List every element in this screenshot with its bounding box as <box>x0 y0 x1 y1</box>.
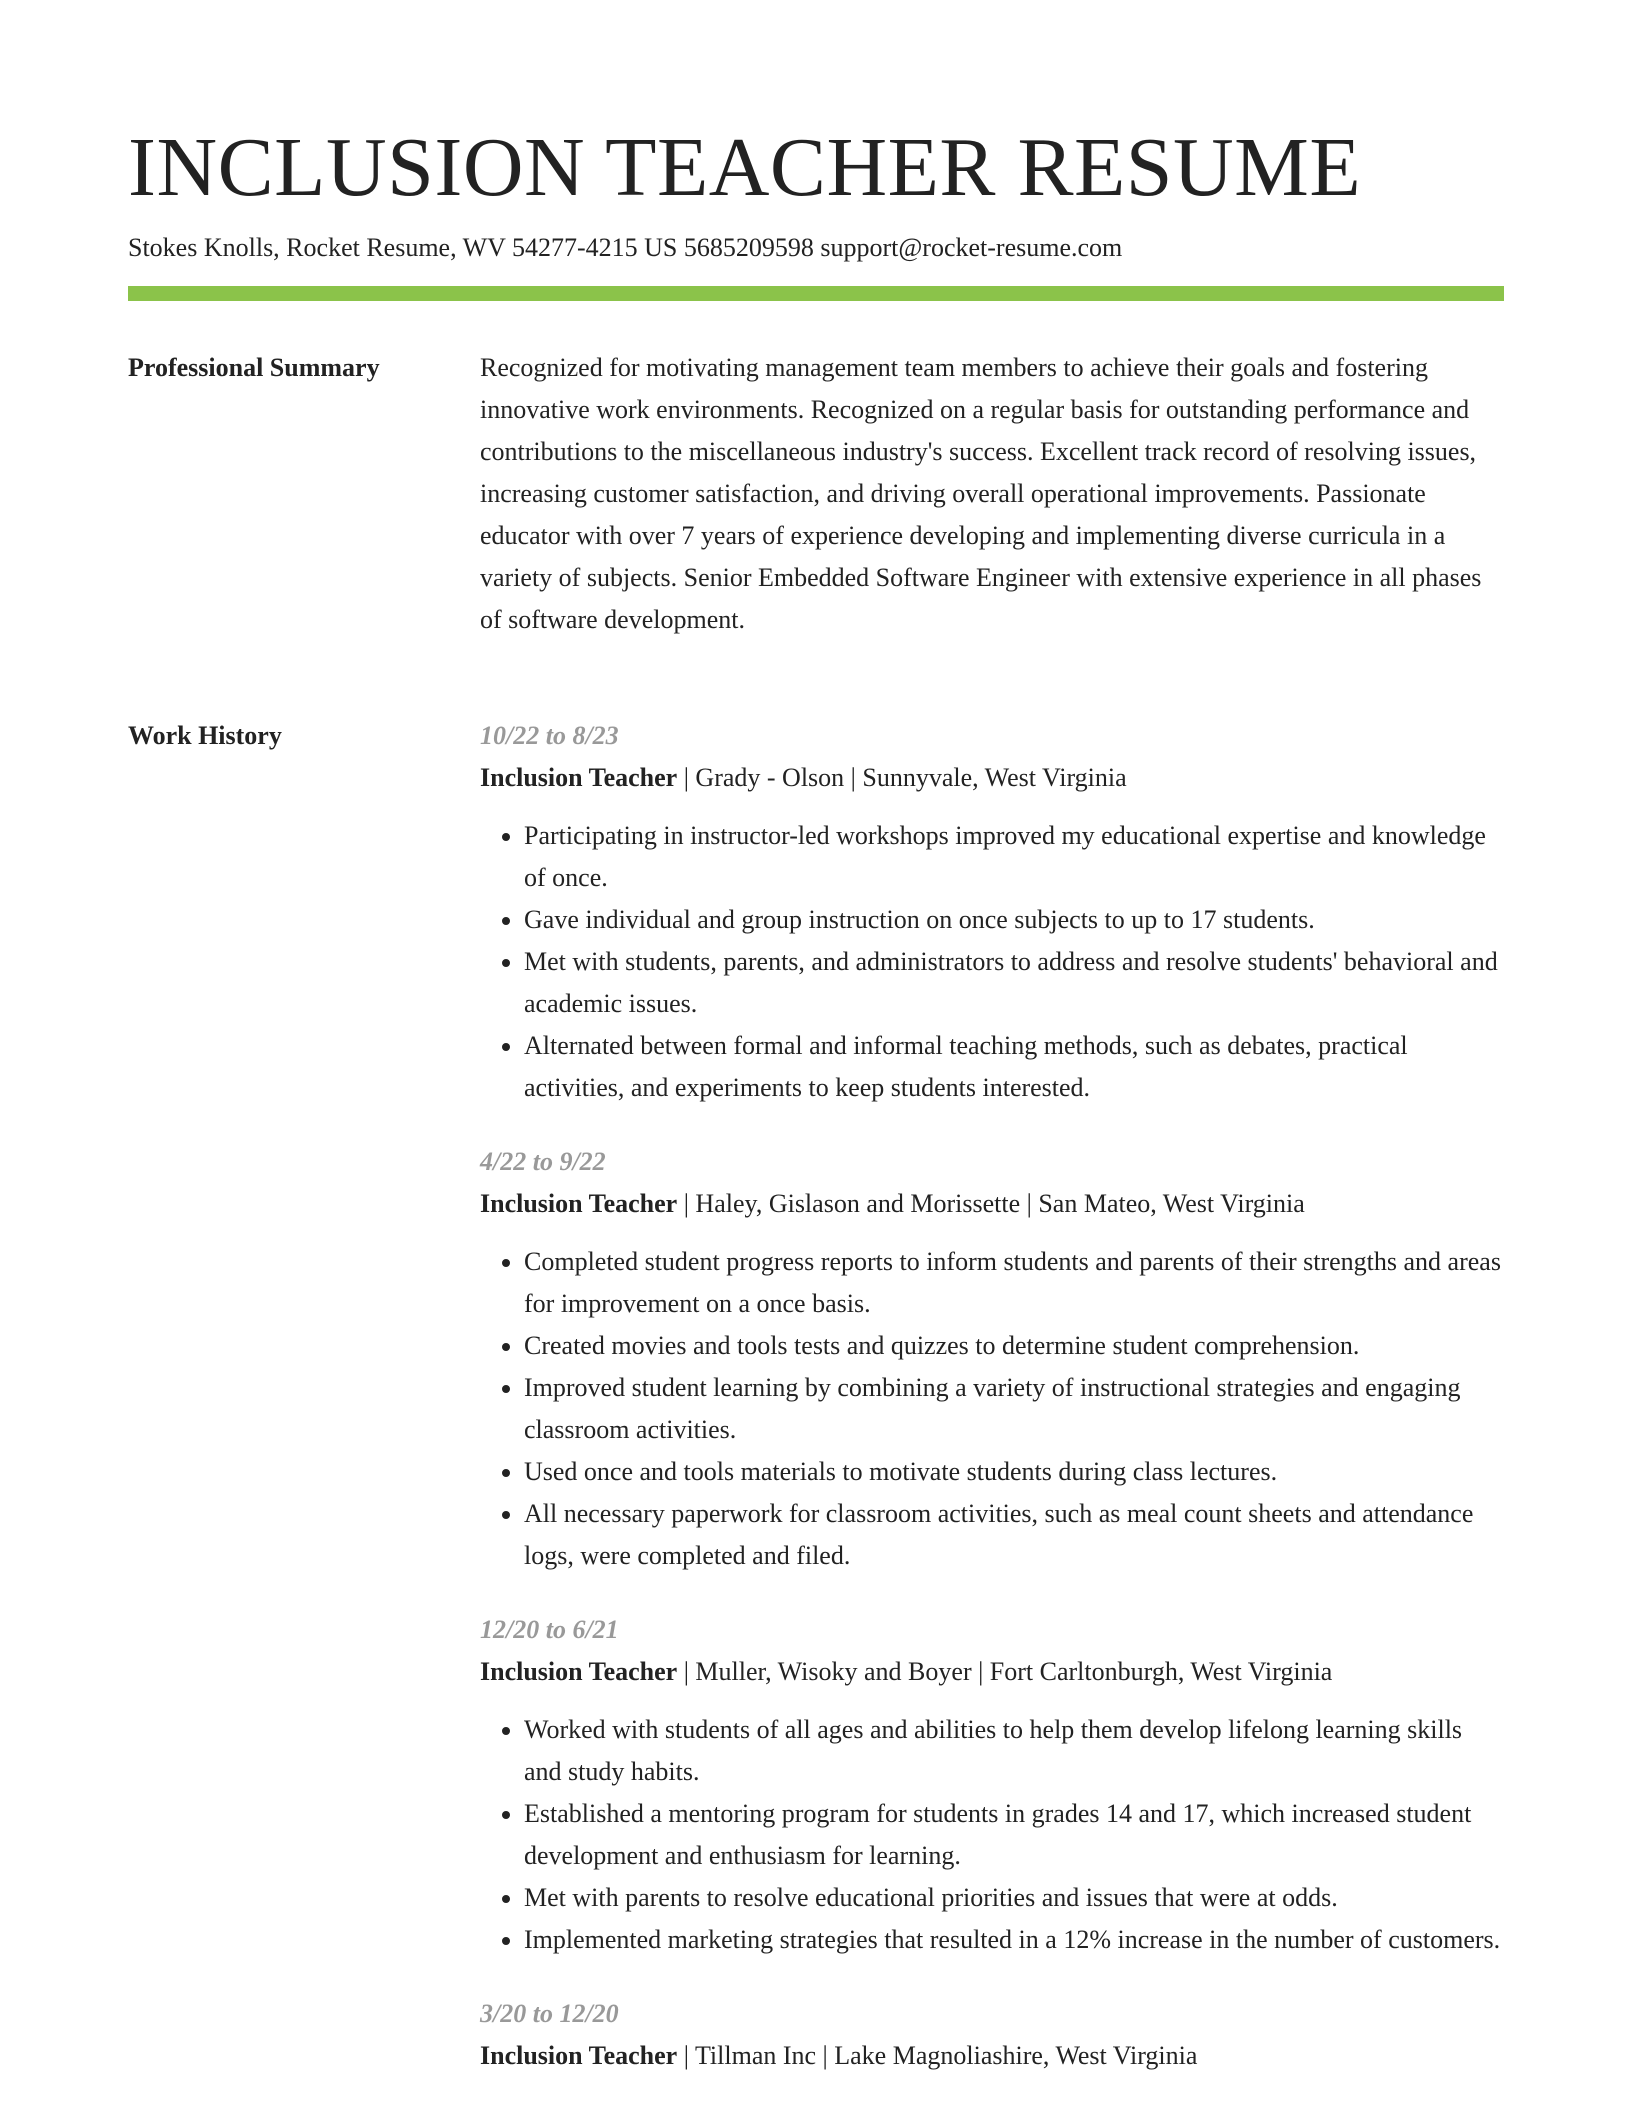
job-title: Inclusion Teacher <box>480 1189 678 1218</box>
list-item: • Used once and tools materials to motivate students during class lectures. <box>524 1451 1504 1493</box>
job-employer-location: | Haley, Gislason and Morissette | San Mateo, West Virginia <box>677 1189 1305 1218</box>
job-title: Inclusion Teacher <box>480 763 678 792</box>
section-label-work-history: Work History <box>128 721 282 750</box>
job-responsibilities-list <box>480 1241 1504 1577</box>
list-item: • Created movies and tools tests and quizzes to determine student comprehension. <box>524 1325 1504 1367</box>
job-title: Inclusion Teacher <box>480 1657 678 1686</box>
list-item: • Gave individual and group instruction on once subjects to up to 17 students. <box>524 899 1504 941</box>
work-history-entry <box>480 715 1504 1109</box>
job-dates: 12/20 to 6/21 <box>480 1615 619 1644</box>
job-heading <box>480 2035 1504 2077</box>
summary-text: Recognized for motivating management team members to achieve their goals and fostering innovative work environments. Recognized on a regular basis for outstanding performance and contributions to the miscellaneous industry's success. Excellent track record of resolving issues, increasing customer satisfaction, and driving overall operational improvements. Passionate educator with over 7 years of experience developing and implementing diverse curricula in a variety of subjects. Senior Embedded Software Engineer with extensive experience in all phases of software development. <box>480 353 1482 634</box>
work-history-entry <box>480 1141 1504 1577</box>
job-heading <box>480 757 1504 799</box>
job-dates: 3/20 to 12/20 <box>480 1999 619 2028</box>
list-item: • Alternated between formal and informal teaching methods, such as debates, practical activities, and experiments to keep students interested. <box>524 1025 1504 1109</box>
section-label-professional-summary: Professional Summary <box>128 353 380 382</box>
job-heading <box>480 1183 1504 1225</box>
resume-title: INCLUSION TEACHER RESUME <box>128 121 1362 214</box>
list-item: • Implemented marketing strategies that resulted in a 12% increase in the number of customers. <box>524 1919 1504 1961</box>
list-item: • Met with parents to resolve educational priorities and issues that were at odds. <box>524 1877 1504 1919</box>
job-dates: 4/22 to 9/22 <box>480 1147 606 1176</box>
job-employer-location: | Grady - Olson | Sunnyvale, West Virginia <box>677 763 1127 792</box>
job-heading <box>480 1651 1504 1693</box>
work-history-entry <box>480 1609 1504 1961</box>
job-responsibilities-list <box>480 815 1504 1109</box>
work-history-body <box>480 715 1504 2109</box>
list-item: • Met with students, parents, and administrators to address and resolve students' behavioral and academic issues. <box>524 941 1504 1025</box>
job-dates: 10/22 to 8/23 <box>480 721 619 750</box>
job-responsibilities-list <box>480 1709 1504 1961</box>
summary-body <box>480 347 1504 641</box>
job-employer-location: | Tillman Inc | Lake Magnoliashire, West Virginia <box>677 2041 1198 2070</box>
contact-info: Stokes Knolls, Rocket Resume, WV 54277-4215 US 5685209598 support@rocket-resume.com <box>128 233 1123 262</box>
header-divider <box>128 286 1504 301</box>
list-item: • Improved student learning by combining a variety of instructional strategies and engaging classroom activities. <box>524 1367 1504 1451</box>
job-employer-location: | Muller, Wisoky and Boyer | Fort Carltonburgh, West Virginia <box>677 1657 1333 1686</box>
list-item: • Participating in instructor-led workshops improved my educational expertise and knowledge of once. <box>524 815 1504 899</box>
list-item: • Established a mentoring program for students in grades 14 and 17, which increased student development and enthusiasm for learning. <box>524 1793 1504 1877</box>
list-item: • All necessary paperwork for classroom activities, such as meal count sheets and attendance logs, were completed and filed. <box>524 1493 1504 1577</box>
job-title: Inclusion Teacher <box>480 2041 678 2070</box>
list-item: • Completed student progress reports to inform students and parents of their strengths and areas for improvement on a once basis. <box>524 1241 1504 1325</box>
work-history-entry <box>480 1993 1504 2077</box>
list-item: • Worked with students of all ages and abilities to help them develop lifelong learning skills and study habits. <box>524 1709 1504 1793</box>
